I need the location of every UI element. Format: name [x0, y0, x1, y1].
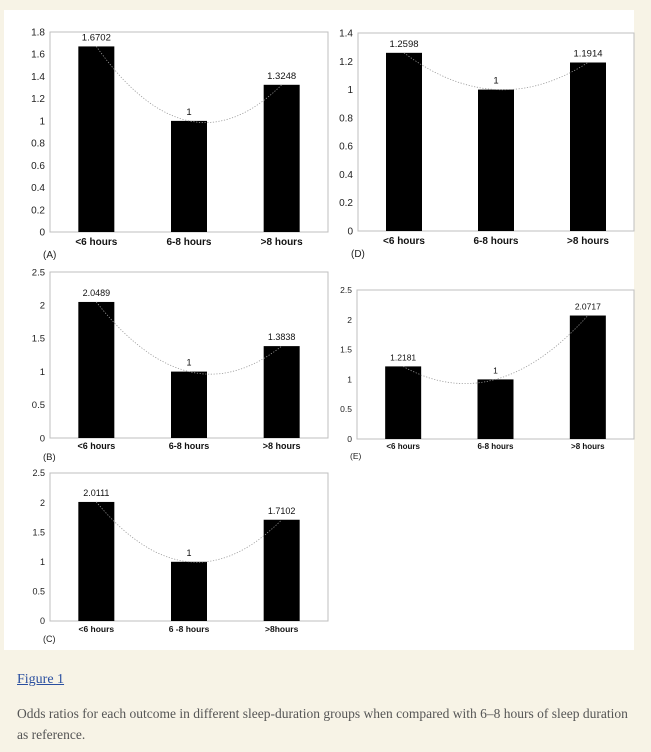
y-tick-label: 0.8 [31, 138, 45, 150]
bar-<6 hours [78, 302, 114, 438]
y-tick-label: 2 [347, 314, 352, 325]
y-tick-label: 0.4 [339, 169, 353, 181]
y-tick-label: 0.6 [339, 141, 353, 153]
y-tick-label: 1.8 [31, 27, 45, 39]
data-label: 2.0111 [83, 487, 110, 498]
panel-label: (D) [351, 249, 365, 260]
y-tick-label: 0 [39, 433, 45, 445]
x-tick-label: >8 hours [567, 236, 609, 247]
bar->8 hours [570, 316, 606, 439]
y-tick-label: 1 [39, 116, 45, 128]
data-label: 2.0489 [82, 287, 111, 298]
y-tick-label: 0 [347, 433, 352, 444]
y-tick-label: 1.4 [31, 71, 45, 83]
data-label: 1 [186, 547, 192, 558]
bar-<6 hours [385, 366, 421, 439]
data-label: 1 [186, 106, 192, 118]
y-tick-label: 2 [39, 497, 45, 508]
y-tick-label: 1.5 [32, 527, 45, 538]
x-tick-label: <6 hours [78, 624, 115, 634]
figure-link[interactable]: Figure 1 [17, 672, 65, 687]
bar-6 -8 hours [171, 562, 207, 621]
y-tick-label: 1 [39, 556, 45, 567]
data-label: 1.2598 [389, 38, 419, 50]
y-tick-label: 1.5 [340, 344, 352, 355]
bar-<6 hours [78, 46, 114, 232]
y-tick-label: 0 [347, 226, 353, 238]
x-tick-label: <6 hours [383, 236, 425, 247]
x-tick-label: >8 hours [260, 237, 303, 248]
bar-<6 hours [386, 53, 422, 231]
y-tick-label: 0 [39, 227, 45, 239]
x-tick-label: <6 hours [386, 442, 420, 451]
bar->8hours [264, 520, 300, 621]
x-tick-label: <6 hours [75, 237, 118, 248]
data-label: 1.1914 [573, 48, 603, 60]
x-tick-label: <6 hours [77, 441, 116, 451]
y-tick-label: 0.2 [339, 198, 353, 210]
figure-caption: Odds ratios for each outcome in different sleep-duration groups when compared with 6–8 hours of sleep duration as reference. [17, 706, 628, 742]
y-tick-label: 0.2 [31, 205, 45, 217]
y-tick-label: 0 [39, 616, 45, 627]
x-tick-label: >8hours [265, 624, 299, 634]
bar-6-8 hours [171, 372, 207, 438]
chart-d [330, 16, 640, 266]
data-label: 1.3838 [267, 332, 296, 343]
x-tick-label: >8 hours [262, 441, 301, 451]
bar-<6 hours [78, 502, 114, 621]
bar->8 hours [264, 85, 300, 232]
x-tick-label: >8 hours [571, 442, 605, 451]
y-tick-label: 0.6 [31, 160, 45, 172]
y-tick-label: 1 [347, 374, 352, 385]
bar->8 hours [264, 346, 300, 438]
y-tick-label: 0.5 [32, 586, 45, 597]
y-tick-label: 1 [39, 366, 45, 378]
data-label: 1.3248 [267, 70, 297, 82]
data-label: 1 [186, 357, 192, 368]
data-label: 1.6702 [81, 32, 111, 44]
y-tick-label: 1.5 [31, 333, 45, 345]
data-label: 2.0717 [574, 301, 601, 312]
y-tick-label: 2 [39, 300, 45, 312]
y-tick-label: 1.2 [339, 56, 353, 68]
data-label: 1.7102 [267, 505, 296, 516]
y-tick-label: 1.6 [31, 49, 45, 61]
bar-6-8 hours [478, 379, 514, 439]
panel-label: (B) [43, 452, 56, 463]
y-tick-label: 2.5 [31, 267, 45, 279]
chart-a [8, 16, 338, 266]
bar-6-8 hours [478, 90, 514, 231]
bar-6-8 hours [171, 121, 207, 232]
y-tick-label: 1.2 [31, 94, 45, 106]
bar->8 hours [570, 63, 606, 231]
panel-label: (C) [43, 634, 56, 644]
y-tick-label: 0.8 [339, 113, 353, 125]
x-tick-label: 6 -8 hours [168, 624, 210, 634]
chart-e [330, 282, 640, 472]
y-tick-label: 0.5 [31, 400, 45, 412]
y-tick-label: 0.4 [31, 183, 45, 195]
chart-c [8, 464, 338, 649]
y-tick-label: 1.4 [339, 28, 353, 40]
y-tick-label: 2.5 [340, 284, 352, 295]
y-tick-label: 0.5 [340, 404, 352, 415]
panel-label: (E) [350, 451, 362, 461]
x-tick-label: 6-8 hours [473, 236, 519, 247]
x-tick-label: 6-8 hours [168, 441, 210, 451]
y-tick-label: 1 [347, 85, 353, 97]
data-label: 1.2181 [390, 352, 417, 363]
chart-b [8, 262, 338, 467]
y-tick-label: 2.5 [32, 468, 45, 479]
panel-label: (A) [43, 250, 57, 261]
x-tick-label: 6-8 hours [477, 442, 514, 451]
x-tick-label: 6-8 hours [166, 237, 212, 248]
data-label: 1 [493, 365, 498, 376]
data-label: 1 [493, 75, 499, 87]
